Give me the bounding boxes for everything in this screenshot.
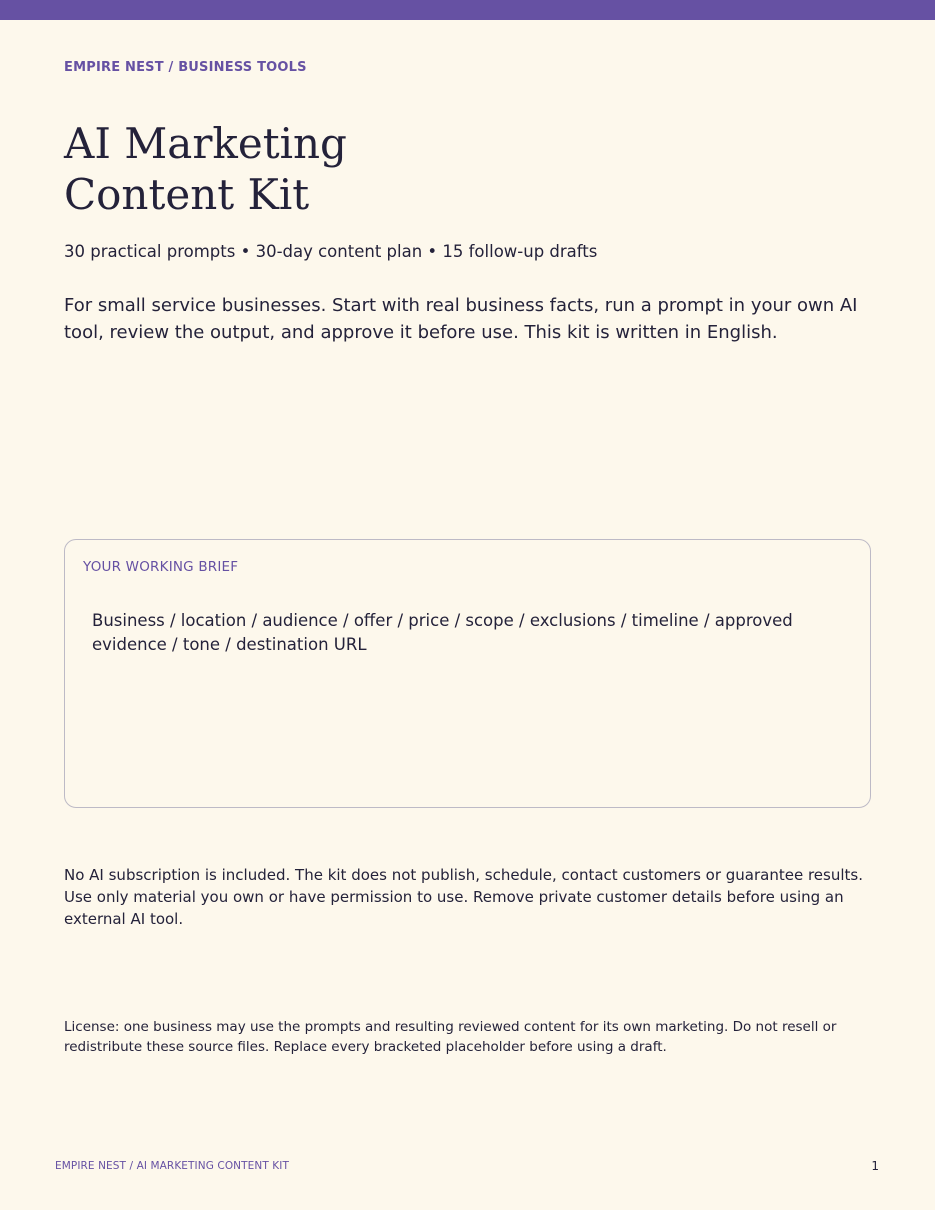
working-brief-label: YOUR WORKING BRIEF	[83, 559, 239, 575]
intro-paragraph: For small service businesses. Start with real business facts, run a prompt in your own AI tool, review the output, and approve it before use. This kit is written in English.	[64, 295, 858, 343]
top-accent-bar	[0, 0, 935, 20]
license-paragraph: License: one business may use the prompts and resulting reviewed content for its own marketing. Do not resell or redistribute these source files. Replace every bracketed placeholder before using a draft.	[64, 1019, 837, 1055]
working-brief-box	[64, 539, 871, 808]
title-line-1: AI Marketing	[64, 119, 347, 168]
footer-label: EMPIRE NEST / AI MARKETING CONTENT KIT	[55, 1160, 289, 1172]
title-line-2: Content Kit	[64, 170, 310, 219]
eyebrow-breadcrumb: EMPIRE NEST / BUSINESS TOOLS	[64, 60, 307, 75]
working-brief-fields: Business / location / audience / offer / price / scope / exclusions / timeline / approved evidence / tone / destination URL	[92, 611, 793, 654]
tagline: 30 practical prompts • 30-day content plan • 15 follow-up drafts	[64, 242, 598, 261]
disclaimer-paragraph: No AI subscription is included. The kit does not publish, schedule, contact customers or guarantee results. Use only material you own or have permission to use. Remove private customer details before using an external AI tool.	[64, 866, 863, 928]
page-title	[64, 118, 347, 220]
page-number: 1	[871, 1159, 879, 1173]
